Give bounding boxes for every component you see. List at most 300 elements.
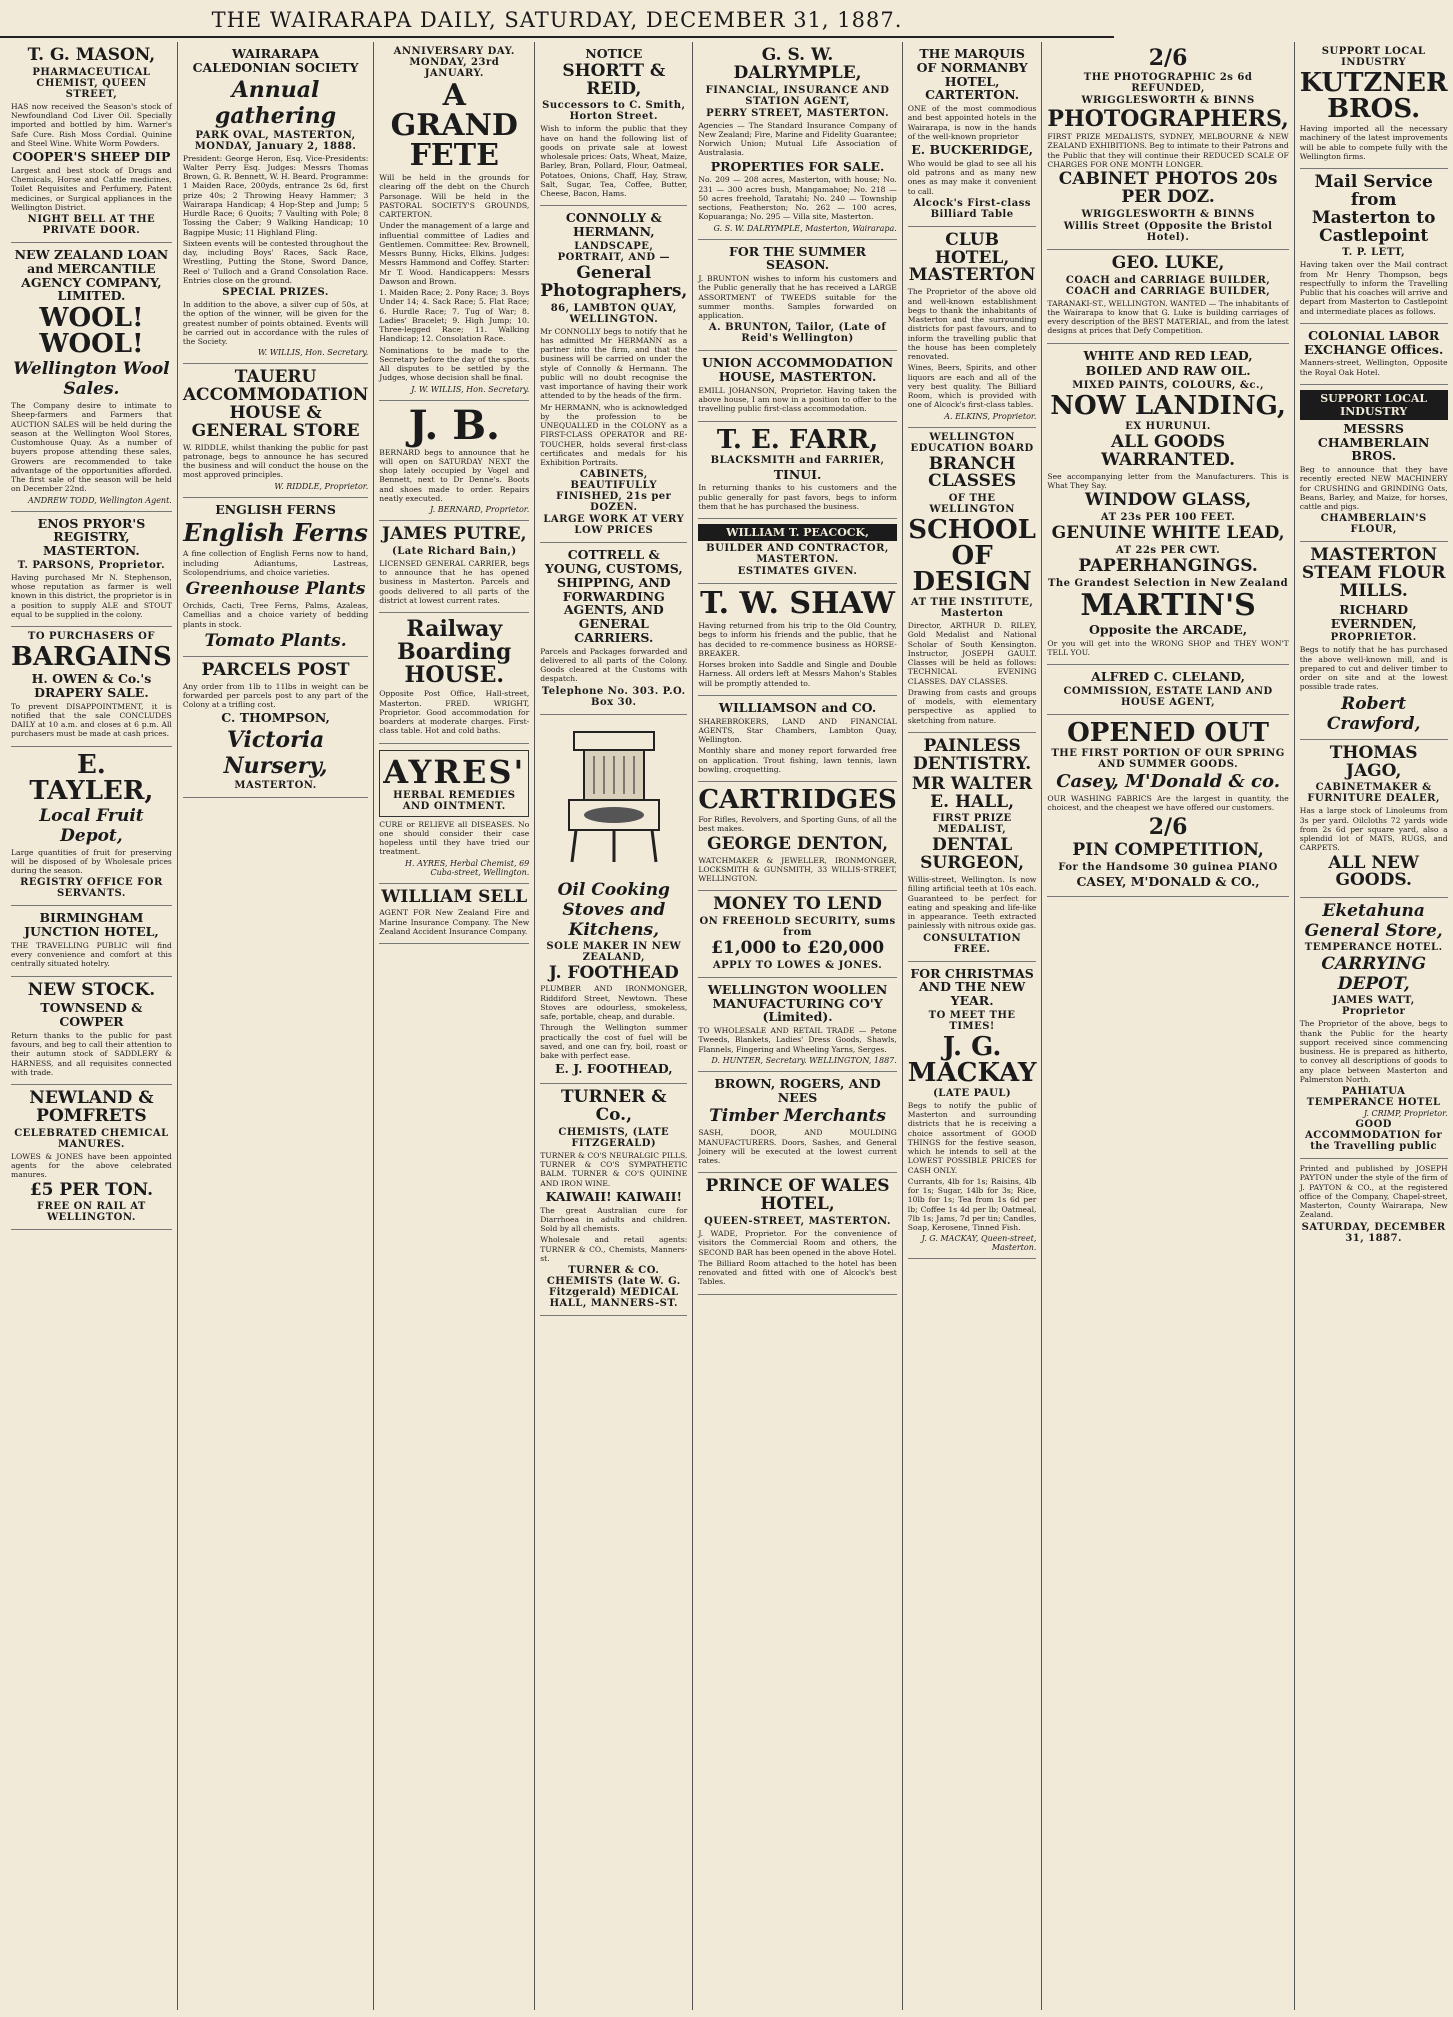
woollen-sign: D. HUNTER, Secretary. WELLINGTON, 1887. — [711, 1055, 897, 1065]
farr-body: In returning thanks to his customers and the public generally for past favors, begs to inform them that he has purchased the business. — [698, 483, 897, 511]
farr-title: T. E. FARR, — [716, 424, 879, 455]
jb-title: J. B. — [408, 401, 500, 449]
column-7 — [1042, 42, 1294, 2010]
ferns-body: A fine collection of English Ferns now to hand, including Adiantums, Lastreas, Scolopendriums, and choice varieties. — [182, 549, 369, 577]
paper-title: PAPERHANGINGS. — [1078, 555, 1258, 576]
evernden-body: Begs to notify that he has purchased the above well-known mill, and is prepared to cut and deliver timber to order on site and at the lowest possible trade rates. — [1299, 645, 1448, 692]
newlands-body: LOWES & JONES have been appointed agents for the above celebrated manures. — [11, 1151, 172, 1180]
pin-title: PIN COMPETITION, — [1072, 840, 1264, 861]
farr-sub: BLACKSMITH and FARRIER, — [710, 454, 885, 466]
brunton-title: A. BRUNTON, Tailor, (Late of Reid's Wellington) — [708, 322, 887, 345]
stoves-title: Oil Cooking Stoves and Kitchens, — [557, 879, 670, 940]
taueru-ad — [183, 364, 368, 497]
paints-ad — [1047, 344, 1288, 665]
prince-title: PRINCE OF WALES HOTEL, — [705, 1176, 890, 1215]
newlands-title: NEWLAND & POMFRETS — [29, 1088, 154, 1127]
denton-sub: WATCHMAKER & JEWELLER, IRONMONGER, LOCKSMITH & GUNSMITH, 33 WILLIS-STREET, WELLINGTON. — [698, 855, 897, 884]
jago-body: Has a large stock of Linoleums from 3s per yard. Oilcloths 72 yards wide from 2s 6d per square yard, also a splendid lot of MATS, RUGS, and CARPETS. — [1299, 806, 1448, 853]
anniv-title: ANNIVERSARY DAY. MONDAY, 23rd JANUARY. — [393, 46, 515, 79]
lead-title: GENUINE WHITE LEAD, — [1051, 523, 1285, 544]
wrigglesworth-body: FIRST PRIZE MEDALISTS, SYDNEY, MELBOURNE & NEW ZEALAND EXHIBITIONS. Beg to intimate to their Patrons and the Public that they will continue their REDUCED SCALE OF CHARGES FOR ONE MONTH LONGER. — [1047, 132, 1289, 169]
putre-ad — [379, 521, 529, 613]
mackay-title: J. G. MACKAY — [907, 1031, 1037, 1088]
turner-foot: TURNER & CO. CHEMISTS (late W. G. Fitzgerald) MEDICAL HALL, MANNERS-ST. — [546, 1265, 681, 1310]
painless-title2: DENTAL SURGEON, — [920, 835, 1025, 874]
fete-events: 1. Maiden Race; 2. Pony Race; 3. Boys Under 14; 4. Sack Race; 5. Flat Race; 6. Hurdle Race; 7. Tug of War; 8. Ladies' Bracelet; 9. High Jump; 10. Three-legged Race; 11. Walking Handicap; 12. Consolation Race. — [379, 288, 530, 344]
shortt-ad — [540, 42, 687, 206]
ayres-box — [379, 750, 529, 817]
accom-title: GOOD ACCOMMODATION for the Travelling public — [1305, 1119, 1443, 1153]
loan-title: MONEY TO LEND — [713, 894, 882, 915]
column-6 — [903, 42, 1043, 2010]
nzloan-title: NEW ZEALAND LOAN and MERCANTILE AGENCY COMPANY, LIMITED. — [14, 247, 169, 304]
loan-body: ON FREEHOLD SECURITY, sums from — [699, 916, 896, 939]
casey-title: Casey, M'Donald & co. — [1056, 770, 1280, 792]
carrying-title: CARRYING DEPOT, — [1321, 954, 1426, 995]
newlands-foot: FREE ON RAIL AT WELLINGTON. — [36, 1201, 146, 1224]
denton-ad — [698, 782, 896, 891]
mail-sign: T. P. LETT, — [1342, 247, 1406, 259]
evernden-title: RICHARD EVERNDEN, — [1330, 601, 1417, 631]
paints-title: MIXED PAINTS, COLOURS, &c., — [1072, 380, 1264, 392]
luke-ad — [1047, 250, 1288, 344]
opened-title: OPENED OUT — [1067, 717, 1270, 748]
photog-body: Mr CONNOLLY begs to notify that he has admitted Mr HERMANN as a partner into the firm, and that the business will be carried on under the style of Connolly & Hermann. The public will no doubt recognise the vast importance of having their work attended to by the heads of the firm. — [540, 326, 688, 401]
painless-body: Willis-street, Wellington. Is now filling artificial teeth at 10s each. Guaranteed to be perfect for eating and speaking and life-like in appearance. Teeth extracted painlessly with nitrous oxide gas. — [907, 875, 1037, 931]
paper-sub: The Grandest Selection in New Zealand — [1047, 577, 1289, 589]
mackay-sub: (LATE PAUL) — [933, 1087, 1012, 1099]
denton-title: GEORGE DENTON, — [707, 833, 888, 854]
shaw-body2: Horses broken into Saddle and Single and Double Harness. All orders left at Messrs Mahon's Stables will be promptly attended to. — [698, 660, 897, 688]
eketahuna-ad — [1300, 898, 1448, 1159]
price-banner: 2/6 — [1148, 45, 1188, 71]
connolly-sub: LANDSCAPE, PORTRAIT, AND — — [557, 240, 670, 263]
price-sub: THE PHOTOGRAPHIC 2s 6d REFUNDED, — [1083, 72, 1253, 94]
stoves-body: PLUMBER AND IRONMONGER, Riddiford Street, Newtown. These Stoves are odourless, smokeless, safe, portable, cheap, and durable. — [540, 984, 688, 1022]
ayres-sign: H. AYRES, Herbal Chemist, 69 Cuba-street, Wellington. — [405, 858, 530, 877]
sheepdip-body: Largest and best stock of Drugs and Chemicals, Horse and Cattle medicines, Toilet Requisites and Perfumery, Patent medicines, or Surgical appliances in the Wellington District. — [11, 165, 172, 212]
caledonian-ad — [183, 42, 368, 364]
window-title: WINDOW GLASS, — [1084, 490, 1252, 511]
ayres-body: CURE or RELIEVE all DISEASES. No one should consider their case hopeless until they have tried our treatment. — [379, 819, 530, 857]
cottrell-title: COTTRELL & YOUNG, CUSTOMS, SHIPPING, AND FORWARDING AGENTS, AND GENERAL CARRIERS. — [544, 547, 683, 645]
dalrymple-ad — [698, 42, 896, 240]
registry-title: REGISTRY OFFICE FOR SERVANTS. — [20, 877, 163, 900]
oil-title: BOILED AND RAW OIL. — [1085, 363, 1251, 379]
club-body2: Wines, Beers, Spirits, and other liquors are each and all of the very best quality. The Billiard Room, which is provided with one of Alcock's first-class tables. — [907, 363, 1037, 410]
registry-ad — [11, 512, 172, 628]
fete-ad — [379, 42, 529, 401]
turner-body: TURNER & CO'S NEURALGIC PILLS. TURNER & CO'S SYMPATHETIC BALM. TURNER & CO'S QUININE AND IRON WINE. — [540, 1150, 688, 1188]
ekat-sub: TEMPERANCE HOTEL. — [1304, 942, 1443, 954]
boarding-title: Railway Boarding HOUSE. — [397, 616, 512, 689]
christmas-title: FOR CHRISTMAS AND THE NEW YEAR. — [910, 965, 1034, 1009]
new-goods-title: ALL NEW GOODS. — [1328, 852, 1419, 891]
jago-ad — [1300, 740, 1448, 899]
column-5 — [693, 42, 902, 2010]
turner-title: TURNER & Co., — [561, 1087, 667, 1126]
masthead — [0, 0, 1114, 38]
prince-body2: The Billiard Room attached to the hotel has been renovated and fitted with one of Alcock's best Tables. — [698, 1258, 897, 1287]
taueru-sign: W. RIDDLE, Proprietor. — [274, 481, 369, 491]
parcels-ad — [183, 657, 368, 798]
shortt-body: Wish to inform the public that they have on hand the following list of goods on private sale at lowest wholesale prices: Oats, Wheat, Maize, Barley, Bran, Pollard, Flour, Oatmeal, Potatoes, Onions, Chaff, Hay, Straw, Salt, Sugar, Tea, Coffee, Butter, Cheese, Bacon, Hams. — [540, 124, 688, 199]
normanby-ad — [908, 42, 1037, 227]
club-title: CLUB HOTEL, MASTERTON — [908, 229, 1036, 286]
kutzner-body: Having imported all the necessary machinery of the latest improvements will be able to compete fully with the Wellington firms. — [1299, 124, 1448, 161]
shortt-sub: Successors to C. Smith, Horton Street. — [542, 100, 686, 123]
properties-body: No. 209 — 208 acres, Masterton, with house; No. 231 — 300 acres bush, Mangamahoe; No. 218 — 50 acres freehold, Taratahi; No. 240 — Township sections, Featherston; No. 262 — 100 acres, Kopuaranga; No. 295 — Villa site, Masterton. — [698, 175, 897, 222]
mason-sub: PHARMACEUTICAL CHEMIST, QUEEN STREET, — [32, 66, 151, 100]
caledonian-place: PARK OVAL, MASTERTON, MONDAY, January 2, 1888. — [194, 129, 357, 152]
normanby-title: THE MARQUIS OF NORMANBY HOTEL, CARTERTON. — [916, 46, 1028, 103]
bargains-name: H. OWEN & Co.'s DRAPERY SALE. — [31, 671, 152, 700]
boarding-ad — [379, 613, 529, 744]
landing-sub: EX HURUNUI. — [1125, 421, 1211, 433]
bargains-title: BARGAINS — [11, 642, 172, 673]
farr-ad — [698, 422, 896, 520]
imprint-body: Printed and published by JOSEPH PAYTON under the style of the firm of J. PAYTON & CO., at the registered office of the Company, Chapel-street, Masterton, County Wairarapa, New Zealand. — [1299, 1164, 1448, 1220]
peacock-sub: BUILDER AND CONTRACTOR, MASTERTON. — [706, 543, 889, 566]
board-title: WELLINGTON EDUCATION BOARD — [910, 431, 1034, 454]
taueru-body: W. RIDDLE, whilst thanking the public for past patronage, begs to announce he has secured the business and will conduct the house on the most approved principles. — [182, 442, 369, 480]
special-prizes-body: In addition to the above, a silver cup of 50s, at the option of the winner, will be given for the greatest number of points obtained. Events will be carried out in accordance with the rules of the Society. — [182, 300, 369, 346]
normanby-foot: Alcock's First-class Billiard Table — [913, 197, 1031, 220]
wool-sub: Wellington Wool Sales. — [13, 359, 170, 400]
cleland-ad — [1047, 665, 1288, 715]
goods-body: See accompanying letter from the Manufacturers. This is What They Say. — [1047, 471, 1289, 490]
summer-title: FOR THE SUMMER SEASON. — [729, 243, 867, 273]
riley-title: ENOS PRYOR'S REGISTRY, MASTERTON. — [37, 515, 146, 559]
putre-body: LICENSED GENERAL CARRIER, begs to announce that he has opened business in Masterton. Parcels and goods delivered to all parts of the district at lowest current rates. — [379, 558, 530, 605]
wrigglesworth-title: WRIGGLESWORTH & BINNS — [1081, 95, 1255, 106]
opened-sub: THE FIRST PORTION OF OUR SPRING AND SUMMER GOODS. — [1051, 747, 1285, 770]
pahiatua-title: PAHIATUA TEMPERANCE HOTEL — [1306, 1086, 1441, 1109]
stoves-name: J. FOOTHEAD — [548, 962, 679, 983]
dalrymple-body: Agencies — The Standard Insurance Company of New Zealand; Fire, Marine and Fidelity Guarantee; Norwich Union; Mutual Life Association of Australasia. — [698, 120, 897, 158]
page-columns — [6, 42, 1448, 2010]
fete-prog: Under the management of a large and influential committee of Ladies and Gentlemen. Committee: Rev. Brownell, Messrs Bunny, Hicks, Elkins. Judges: Messrs Hammond and Coffey. Starter: Mr T. Wood. Handicappers: Messrs Dawson and Brown. — [379, 221, 530, 286]
cottrell-foot: Telephone No. 303. P.O. Box 30. — [541, 685, 686, 708]
cartridges-body: For Rifles, Revolvers, and Sporting Guns, of all the best makes. — [698, 815, 897, 834]
williamson-sub: SHAREBROKERS, LAND AND FINANCIAL AGENTS, Star Chambers, Lambton Quay, Wellington. — [698, 716, 897, 745]
club-sign: A. ELKINS, Proprietor. — [944, 411, 1037, 421]
stoves-body2: Through the Wellington summer practically the cost of fuel will be saved, and one can fry, boil, roast or bake with perfect ease. — [540, 1023, 688, 1061]
window-sub: AT 23s PER 100 FEET. — [1100, 512, 1236, 524]
cleland-sub: COMMISSION, ESTATE LAND AND HOUSE AGENT, — [1063, 685, 1273, 708]
oil-stove-illustration — [554, 722, 674, 872]
flour-title: CHAMBERLAIN'S FLOUR, — [1320, 513, 1427, 536]
caledonian-sign: W. WILLIS, Hon. Secretary. — [257, 348, 369, 358]
tayler-body: Large quantities of fruit for preserving will be disposed of by Wholesale prices during the season. — [11, 847, 172, 876]
mail-ad — [1300, 169, 1448, 324]
cottrell-ad — [540, 543, 687, 714]
photog-title: General Photographers, — [540, 262, 688, 301]
chamberlain-body: Beg to announce that they have recently erected NEW MACHINERY for CRUSHING and GRINDING Oats, Beans, Barley, and Maize, for horses, cattle and pigs. — [1299, 465, 1448, 512]
junction-ad — [11, 906, 172, 976]
fete-body: Will be held in the grounds for clearing off the debt on the Church Parsonage. Will be held in the PASTORAL SOCIETY'S GROUNDS, CARTERTON. — [379, 173, 530, 219]
chamberlain-ad — [1300, 385, 1448, 543]
peacock-ad — [698, 519, 896, 584]
parcels-title: PARCELS POST — [201, 659, 350, 680]
connolly-ad — [540, 206, 687, 543]
mason-name: T. G. MASON, — [27, 45, 156, 65]
dalrymple-sign: G. S. W. DALRYMPLE, Masterton, Wairarapa. — [713, 223, 897, 233]
loan-amount: £1,000 to £20,000 — [711, 938, 885, 959]
ayres-title: AYRES' — [383, 752, 526, 791]
mail-body: Having taken over the Mail contract from Mr Henry Thompson, begs respectfully to inform the Travelling Public that his coaches will arrive and depart from Masterton to Castlepoint and intermediate places as follows. — [1299, 260, 1448, 316]
evernden-sub: PROPRIETOR. — [1330, 632, 1417, 644]
newstock-ad — [11, 977, 172, 1086]
carrying-sub: JAMES WATT, Proprietor — [1332, 995, 1415, 1018]
prince-ad — [698, 1173, 896, 1294]
ayres-ad — [379, 744, 529, 884]
cabinet-place: Willis Street (Opposite the Bristol Hotel). — [1063, 220, 1273, 243]
shaw-body: Having returned from his trip to the Old Country, begs to inform his friends and the public, that he has decided to re-commence business as HORSE-BREAKER. — [698, 621, 897, 658]
design-ad — [908, 428, 1037, 733]
cottrell-body: Parcels and Packages forwarded and delivered to all parts of the Colony. Goods cleared at the Customs with despatch. — [540, 646, 688, 684]
painless-sub: FIRST PRIZE MEDALIST, — [932, 813, 1012, 836]
kutzner-ad — [1300, 42, 1448, 169]
bargains-sub: TO PURCHASERS OF — [27, 631, 155, 643]
summer-body: J. BRUNTON wishes to inform his customers and the Public generally that he has received a LARGE ASSORTMENT of TWEEDS suitable for the summer months. Samples forwarded on application. — [698, 274, 897, 321]
painless-title: PAINLESS DENTISTRY. — [912, 735, 1032, 774]
column-4 — [535, 42, 693, 2010]
mail-title: Mail Service from Masterton to Castlepoint — [1311, 172, 1436, 246]
boarding-body: Opposite Post Office, Hall-street, Masterton. FRED. WRIGHT, Proprietor. Good accommodation for boarders at moderate charges. First-class table. Hot and cold baths. — [379, 689, 530, 736]
peacock-estimates: ESTIMATES GIVEN. — [737, 566, 858, 578]
fete-sign: J. W. WILLIS, Hon. Secretary. — [411, 384, 530, 394]
ayres-sub: HERBAL REMEDIES AND OINTMENT. — [393, 789, 516, 812]
sash-body: SASH, DOOR, AND MOULDING MANUFACTURERS. Doors, Sashes, and General Joinery will be executed at the lowest current rates. — [698, 1128, 897, 1166]
williamson-body: Monthly share and money report forwarded free on application. Trout fishing, lawn tennis, lawn bowling, croquetting. — [698, 746, 897, 774]
union-ad — [698, 351, 896, 421]
wool-title: WOOL! WOOL! — [39, 303, 144, 360]
connolly-title: CONNOLLY & HERMANN, — [565, 210, 662, 240]
fete-rules: Nominations to be made to the Secretary before the day of the sports. All disputes to be settled by the Judges, whose decision shall be final. — [379, 345, 530, 383]
riley-body: Having purchased Mr N. Stephenson, whose reputation as farmer is well known in this district, the proprietor is in a position to supply ALE and STOUT equal to be supplied in the colony. — [11, 572, 172, 619]
support-title: SUPPORT LOCAL INDUSTRY — [1300, 390, 1448, 420]
tayler-ad — [11, 747, 172, 907]
luke-sub: COACH and CARRIAGE BUILDER, COACH and CARRIAGE BUILDER, — [1065, 274, 1271, 297]
sell-title: WILLIAM SELL — [381, 886, 528, 907]
sheepdip-title: COOPER'S SHEEP DIP — [12, 149, 171, 165]
newlands-sub: CELEBRATED CHEMICAL MANURES. — [14, 1127, 169, 1150]
putre-title: JAMES PUTRE, — [382, 524, 527, 544]
newstock-name: TOWNSEND & COWPER — [40, 1000, 143, 1030]
woollen-body: TO WHOLESALE AND RETAIL TRADE — Petone Tweeds, Blankets, Ladies' Dress Goods, Shawls, Flannels, Fingering and Wheeling Yarns, Serges. — [698, 1026, 897, 1054]
casey-body: OUR WASHING FABRICS Are the largest in quantity, the choicest, and the cheapest we have offered our customers. — [1047, 793, 1289, 812]
wrigglesworth-ad — [1047, 42, 1288, 250]
painless-foot: CONSULTATION FREE. — [923, 932, 1022, 955]
white-lead-title: WHITE AND RED LEAD, — [1083, 347, 1253, 363]
jago-sub: CABINETMAKER & FURNITURE DEALER, — [1307, 782, 1440, 805]
newspaper-title: THE WAIRARAPA DAILY, SATURDAY, DECEMBER 31, 1887. — [211, 8, 903, 32]
wrigglesworth-sub: PHOTOGRAPHERS, — [1047, 106, 1289, 132]
nursery-place: MASTERTON. — [234, 780, 317, 792]
normanby-body2: Who would be glad to see all his old patrons and as many new ones as may make it convenient to call. — [907, 158, 1037, 196]
martins-sub: Opposite the ARCADE, — [1088, 621, 1248, 637]
summer-ad — [698, 240, 896, 352]
casey-foot: CASEY, M'DONALD & CO., — [1076, 874, 1260, 890]
loan-apply: APPLY TO LOWES & JONES. — [712, 959, 883, 971]
caledonian-body-cont: Sixteen events will be contested throughout the day, including Boys' Races, Sack Race, Wrestling, Putting the Stone, Sword Dance, Reel o' Tulloch and a Grand Consolation Race. Entries close on the ground. — [182, 238, 369, 285]
junction-title: BIRMINGHAM JUNCTION HOTEL, — [24, 910, 159, 940]
bargains-body: To prevent DISAPPOINTMENT, it is notified that the sale CONCLUDES DAILY at 10 a.m. and closes at 6 p.m. All purchasers must be made at cash prices. — [11, 701, 172, 739]
prince-body: J. WADE, Proprietor. For the convenience of visitors the Commercial Room and others, the SECOND BAR has been opened in the above Hotel. — [698, 1229, 897, 1257]
ferns-title: ENGLISH FERNS — [215, 501, 336, 517]
painless-name: MR WALTER E. HALL, — [911, 773, 1033, 812]
design-body2: Drawing from casts and groups of models, with elementary perspective as applied to sketching from nature. — [907, 687, 1037, 725]
jb-body: BERNARD begs to announce that he will open on SATURDAY NEXT the shop lately occupied by Vogel and Bennett, next to Dr Denne's. Boots and shoes made to order. Repairs neatly executed. — [379, 447, 530, 503]
cabinets-price: CABINETS, BEAUTIFULLY FINISHED, 21s per DOZEN. — [556, 469, 672, 514]
williamson-title: WILLIAMSON and CO. — [718, 699, 877, 715]
taueru-title: TAUERU ACCOMMODATION HOUSE & GENERAL STORE — [182, 367, 369, 441]
cabinet-sub: WRIGGLESWORTH & BINNS — [1081, 208, 1255, 220]
turner-wholesale: Wholesale and retail agents: TURNER & CO., Chemists, Manners-st. — [540, 1235, 688, 1263]
design-title: SCHOOL OF DESIGN — [908, 515, 1036, 598]
greenhouse-body: Orchids, Cacti, Tree Ferns, Palms, Azaleas, Camellias and a choice variety of bedding plants in stock. — [182, 601, 369, 629]
mason-ad — [11, 42, 172, 243]
club-ad — [908, 227, 1037, 428]
parcels-body: Any order from 1lb to 11lbs in weight can be forwarded per parcels post to any part of the Colony at a trifling cost. — [182, 681, 369, 710]
sell-ad — [379, 884, 529, 945]
union-title: UNION ACCOMMODATION HOUSE, MASTERTON. — [701, 355, 894, 385]
colonial-title: COLONIAL LABOR EXCHANGE Offices. — [1304, 327, 1444, 357]
mackay-body: Begs to notify the public of Masterton and surrounding districts that he is receiving a choice assortment of GOOD THINGS for the festive season, which he intends to sell at the LOWEST POSSIBLE PRICES for CASH ONLY. — [907, 1100, 1037, 1175]
carrying-body: The Proprietor of the above, begs to thank the Public for the hearty support received since commencing business. He is prepared as hitherto, to convey all descriptions of goods to any place between Masterton and Palmerston North. — [1299, 1019, 1448, 1084]
tayler-title: E. TAYLER, — [29, 749, 154, 806]
woollen-title: WELLINGTON WOOLLEN MANUFACTURING CO'Y (Limited). — [707, 981, 888, 1025]
prince-sub: QUEEN-STREET, MASTERTON. — [704, 1216, 891, 1228]
ferns-ad — [183, 498, 368, 657]
jb-sign: J. BERNARD, Proprietor. — [430, 505, 530, 514]
greenhouse-title: Greenhouse Plants — [185, 579, 366, 600]
loan-ad — [698, 891, 896, 978]
williamson-ad — [698, 696, 896, 782]
crawford-title: Robert Crawford, — [1326, 693, 1421, 734]
normanby-name: E. BUCKERIDGE, — [911, 142, 1033, 157]
shortt-title: SHORTT & REID, — [562, 60, 666, 99]
mackay-list: Currants, 4lb for 1s; Raisins, 4lb for 1s; Sugar, 14lb for 3s; Rice, 10lb for 1s; Tea from 1s 6d per lb; Coffee 1s 4d per lb; Oatmeal, 7lb 1s; Jams, 7d per tin; Candles, Soap, Kerosene, Tinned Fish. — [907, 1176, 1037, 1233]
mackay-ad — [908, 962, 1037, 1260]
dalrymple-title: G. S. W. DALRYMPLE, — [733, 45, 862, 83]
cabinets-large: LARGE WORK AT VERY LOW PRICES — [543, 514, 685, 537]
dalrymple-place: PERRY STREET, MASTERTON. — [706, 107, 890, 119]
sash-sub: Timber Merchants — [709, 1106, 886, 1127]
tomato-title: Tomato Plants. — [204, 630, 347, 651]
shaw-title: T. W. SHAW — [700, 586, 895, 622]
newlands-ad — [11, 1085, 172, 1230]
casey-ad — [1047, 715, 1288, 897]
mackay-sign: J. G. MACKAY, Queen-street, Masterton. — [921, 1234, 1037, 1253]
column-3 — [374, 42, 535, 2010]
kutzner-sub: SUPPORT LOCAL INDUSTRY — [1321, 46, 1426, 68]
tayler-sub: Local Fruit Depot, — [39, 805, 144, 846]
notice-title: NOTICE — [585, 46, 643, 61]
junction-body: THE TRAVELLING PUBLIC will find every convenience and comfort at this centrally situated hotelry. — [11, 940, 172, 969]
newstock-title: NEW STOCK. — [27, 979, 156, 1000]
stoves-sign: E. J. FOOTHEAD, — [554, 1061, 673, 1077]
stoves-ad — [540, 715, 687, 1085]
imprint-date: SATURDAY, DECEMBER 31, 1887. — [1301, 1221, 1446, 1244]
design-body: Director, ARTHUR D. RILEY, Gold Medalist and National Scholar of South Kensington. Instructor, JOSEPH GAULT. Classes will be held as follows: TECHNICAL EVENING CLASSES. DAY CLASSES. — [907, 621, 1037, 686]
caledonian-sub: Annual gathering — [215, 76, 337, 129]
thompson-name: C. THOMPSON, — [221, 710, 330, 726]
martins-body: Or you will get into the WRONG SHOP and THEY WON'T TELL YOU. — [1047, 638, 1289, 657]
sell-sub: AGENT FOR New Zealand Fire and Marine Insurance Company. The New Zealand Accident Insurance Company. — [379, 908, 530, 936]
mill-title: MASTERTON STEAM FLOUR MILLS. — [1301, 545, 1446, 602]
riley-sub: T. PARSONS, Proprietor. — [17, 559, 166, 571]
shaw-ad — [698, 584, 896, 696]
bargains-ad — [11, 627, 172, 747]
kaiwaii-body: The great Australian cure for Diarrhoea in adults and children. Sold by all chemists. — [540, 1205, 688, 1234]
special-prizes-title: SPECIAL PRIZES. — [222, 287, 329, 298]
colonial-body: Manners-street, Wellington, Opposite the Royal Oak Hotel. — [1299, 358, 1448, 377]
christmas-sub: TO MEET THE TIMES! — [928, 1009, 1016, 1032]
cartridges-title: CARTRIDGES — [698, 785, 897, 816]
normanby-body: ONE of the most commodious and best appointed hotels in the Wairarapa, is now in the hands of the well-known proprietor — [907, 104, 1037, 141]
kutzner-title: KUTZNER BROS. — [1299, 68, 1448, 124]
photog-place: 86, LAMBTON QUAY, WELLINGTON. — [550, 302, 677, 325]
cabinet-title: CABINET PHOTOS 20s PER DOZ. — [1058, 169, 1278, 207]
kaiwaii-title: KAIWAII! KAIWAII! — [545, 1188, 682, 1204]
sash-title: BROWN, ROGERS, AND NEES — [714, 1075, 881, 1105]
club-body: The Proprietor of the above old and well-known establishment begs to thank the inhabitants of Masterton and the surrounding districts for past favours, and to inform the travelling public that the house has been completely renovated. — [907, 287, 1037, 362]
nursery-name: Victoria Nursery, — [223, 727, 328, 780]
wool-sign: ANDREW TODD, Wellington Agent. — [27, 495, 172, 505]
goods-title: ALL GOODS WARRANTED. — [1101, 432, 1235, 470]
column-1 — [6, 42, 178, 2010]
pin-sub: For the Handsome 30 guinea PIANO — [1058, 862, 1278, 874]
landing-title: NOW LANDING, — [1050, 391, 1286, 422]
casey-price: 2/6 — [1148, 814, 1188, 841]
properties-title: PROPERTIES FOR SALE. — [710, 158, 885, 174]
pahiatua-sign: J. CRIMP, Proprietor. — [1363, 1109, 1448, 1119]
union-body: EMILL JOHANSON, Proprietor. Having taken the above house, I am now in a position to offer to the travelling public first-class accommodation. — [698, 385, 897, 414]
wool-body: The Company desire to intimate to Sheep-farmers and Farmers that AUCTION SALES will be held during the season at the Wellington Wool Stores, Customhouse Quay. As a number of buyers propose attending these sales, Growers are recommended to take advantage of the opportunities afforded. The first sale of the season will be held on December 22nd. — [11, 401, 172, 494]
stoves-sub: SOLE MAKER IN NEW ZEALAND, — [546, 940, 682, 963]
bernard-ad — [379, 401, 529, 522]
design-place: AT THE INSTITUTE, Masterton — [910, 597, 1034, 620]
turner-sub: CHEMISTS, (LATE FITZGERALD) — [558, 1126, 670, 1149]
painless-ad — [908, 733, 1037, 962]
newlands-price: £5 PER TON. — [29, 1179, 154, 1200]
cleland-title: ALFRED C. CLELAND, — [1091, 669, 1245, 684]
farr-place: TINUI. — [773, 466, 822, 482]
chamberlain-title: MESSRS CHAMBERLAIN BROS. — [1317, 420, 1430, 464]
ekat-title: Eketahuna General Store, — [1304, 901, 1443, 942]
fete-title: A GRAND FETE — [390, 78, 518, 173]
peacock-title: WILLIAM T. PEACOCK, — [698, 524, 896, 541]
column-2 — [178, 42, 374, 2010]
newstock-body: Return thanks to the public for past favours, and beg to call their attention to their autumn stock of SADDLERY & HARNESS, and all requisites connected with trade. — [11, 1030, 172, 1077]
brown-ad — [698, 1072, 896, 1174]
nightbell: NIGHT BELL AT THE PRIVATE DOOR. — [27, 214, 156, 237]
colonial-ad — [1300, 324, 1448, 385]
column-8 — [1295, 42, 1453, 2010]
nzloan-ad — [11, 243, 172, 512]
lead-sub: AT 22s PER CWT. — [1115, 544, 1221, 556]
branch-sub: OF THE WELLINGTON — [929, 493, 1015, 516]
caledonian-body: President: George Heron, Esq. Vice-Presidents: Walter Perry Esq. Judges: Messrs Thomas Brown, G. R. Bennett, W. H. Beard. Programme: 1 Maiden Race, 200yds, entrance 2s 6d, first prize 40s; 2 Throwing Heavy Hammer; 3 Wairarapa Handicap; 4 Hop-Step and Jump; 5 Hurdle Race; 6 Quoits; 7 Vaulting with Pole; 8 Tossing the Caber; 9 Walking Handicap; 10 Bagpipe Music; 11 Highland Fling. — [182, 153, 369, 237]
luke-title: GEO. LUKE, — [1111, 252, 1225, 273]
luke-body: TARANAKI-ST., WELLINGTON. WANTED — The inhabitants of the Wairarapa to know that G. Luke is building carriages of every description of the BEST MATERIAL, and from the latest designs at prices that Defy Competition. — [1047, 298, 1289, 336]
branch-title: BRANCH CLASSES — [928, 453, 1017, 492]
martins-title: MARTIN'S — [1080, 587, 1256, 623]
photog-body2: Mr HERMANN, who is acknowledged by the profession to be UNEQUALLED in the COLONY as a FIRST-CLASS OPERATOR and RE-TOUCHER, holds several first-class certificates and medals for his Exhibition Portraits. — [540, 402, 688, 468]
putre-sub: (Late Richard Bain,) — [391, 545, 517, 557]
